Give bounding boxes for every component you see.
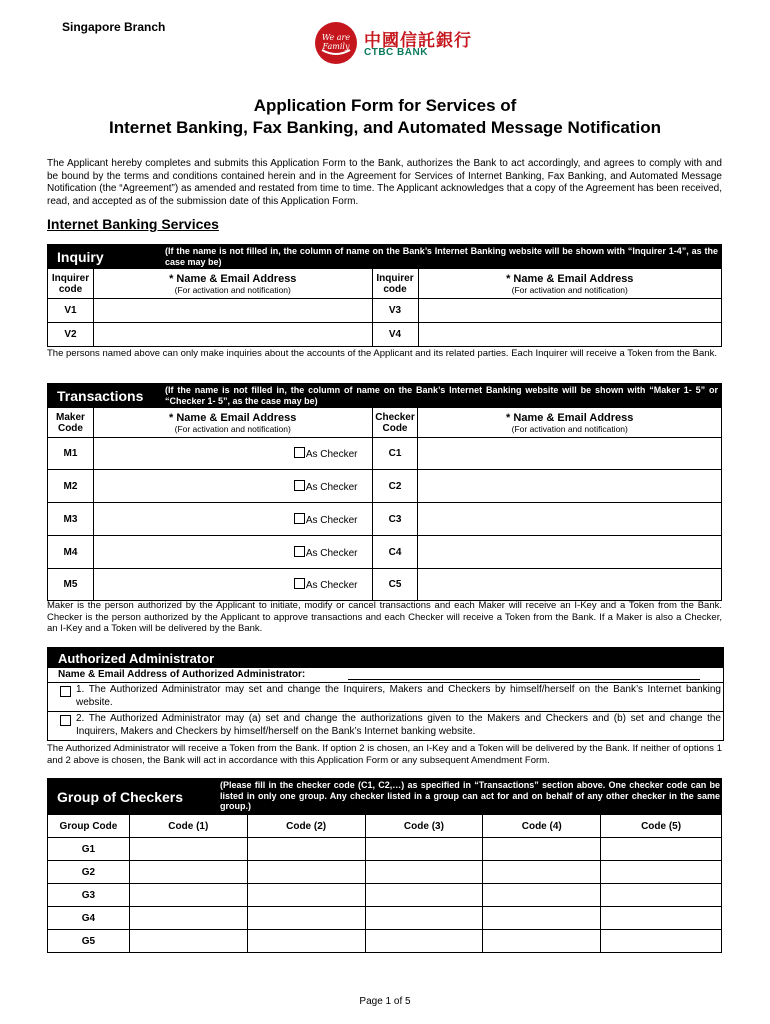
checker-code-field[interactable] — [483, 838, 601, 861]
table-row — [48, 470, 722, 503]
checker-name-field[interactable] — [418, 569, 722, 601]
svg-text:Family: Family — [322, 42, 350, 51]
inquirer-name-field[interactable] — [418, 299, 722, 323]
name-email-sublabel: (For activation and notification) — [174, 423, 291, 434]
table-row — [48, 569, 722, 601]
checker-code-field[interactable] — [247, 838, 365, 861]
transactions-title: Transactions — [57, 388, 144, 404]
svg-text:We are: We are — [321, 33, 351, 42]
group-code: G1 — [48, 838, 130, 861]
maker-code: M1 — [48, 438, 94, 470]
maker-name-field[interactable] — [93, 503, 372, 536]
name-email-label: * Name & Email Address — [506, 411, 634, 424]
checker-code-field[interactable] — [365, 884, 483, 907]
admin-name-label: Name & Email Address of Authorized Administrator: — [58, 669, 306, 680]
as-checker-label: As Checker — [305, 449, 358, 460]
page-number: Page 1 of 5 — [359, 996, 411, 1007]
checker-code-field[interactable] — [601, 861, 722, 884]
table-row — [48, 884, 722, 907]
admin-option1-text: 1. The Authorized Administrator may set and change the Inquirers, Makers and Checkers by himself/herself on the Bank’s Internet banking website. — [76, 684, 721, 708]
checkers-header-bar — [47, 778, 722, 814]
inquirer-name-field[interactable] — [93, 299, 372, 323]
table-row — [48, 438, 722, 470]
checker-code-field[interactable] — [483, 861, 601, 884]
column-header: Code (2) — [247, 815, 365, 838]
admin-option2-text: 2. The Authorized Administrator may (a) set and change the authorizations given to the Makers and Checkers and (b) set and change the Inquirers, Makers and Checkers by himself/herself on the Bank’s Internet banking website. — [76, 713, 721, 737]
inquirer-code-header-right: Inquirer code — [372, 269, 418, 299]
group-code: G3 — [48, 884, 130, 907]
inquirer-name-field[interactable] — [418, 323, 722, 347]
name-email-label: * Name & Email Address — [169, 411, 297, 424]
maker-name-field[interactable] — [93, 569, 372, 601]
bank-logo — [312, 20, 472, 66]
checker-code: C5 — [372, 569, 418, 601]
table-row — [48, 503, 722, 536]
as-checker-label: As Checker — [305, 547, 358, 559]
as-checker-checkbox[interactable] — [294, 513, 305, 524]
as-checker-checkbox[interactable] — [294, 546, 305, 557]
inquirer-code-header-left: Inquirer code — [48, 269, 94, 299]
transactions-table — [47, 407, 722, 601]
checker-code-field[interactable] — [247, 907, 365, 930]
as-checker-checkbox[interactable] — [294, 447, 305, 458]
as-checker-checkbox[interactable] — [294, 578, 305, 589]
intro-paragraph: The Applicant hereby completes and submits this Application Form to the Bank, authorizes the Bank to act accordingly, and agrees to comply with and be bound by the terms and conditions contained herein and in the Agreement for Services of Internet Banking, Fax Banking, and Automated Message Notification (the “Agreement”) as amended and restated from time to time. The Applicant acknowledges that a copy of the Agreement has been received, read, and accepted as of the submission date of this Application Form. — [47, 158, 722, 207]
transactions-header-bar — [47, 383, 722, 407]
checkers-note: (Please fill in the checker code (C1, C2,…) as specified in “Transactions” section above. One checker code can be listed in only one group. Any checker listed in a group can act for and on behalf of any other checker in the same group.) — [220, 780, 720, 811]
maker-code-header: Maker Code — [48, 408, 94, 438]
as-checker-label: As Checker — [305, 481, 358, 493]
column-header: Code (1) — [129, 815, 247, 838]
checker-code-field[interactable] — [483, 907, 601, 930]
table-row — [48, 838, 722, 861]
name-email-header-left — [93, 408, 372, 438]
maker-name-field[interactable] — [93, 536, 372, 569]
checker-code-field[interactable] — [365, 861, 483, 884]
table-row — [48, 861, 722, 884]
name-email-sublabel: (For activation and notification) — [174, 284, 291, 295]
inquirer-code: V3 — [372, 299, 418, 323]
maker-name-field[interactable] — [93, 438, 372, 470]
checker-code-header: Checker Code — [372, 408, 418, 438]
maker-code: M2 — [48, 470, 94, 503]
transactions-footnote: Maker is the person authorized by the Applicant to initiate, modify or cancel transactions and each Maker will receive an I-Key and a Token from the Bank. Checker is the person authorized by the Applicant to approve transactions and each Checker will receive a Token from the Bank. If a Maker is also a Checker, an I-Key and a Token will be delivered by the Bank. — [47, 600, 722, 634]
admin-footnote: The Authorized Administrator will receive a Token from the Bank. If option 2 is chosen, an I-Key and a Token will be delivered by the Bank. If neither of options 1 and 2 above is chosen, the Bank will act in accordance with this Application Form or any subsequent Amendment Form. — [47, 743, 722, 766]
name-email-header-left — [93, 269, 372, 299]
checker-code-field[interactable] — [365, 930, 483, 953]
checker-code-field[interactable] — [129, 907, 247, 930]
checker-code-field[interactable] — [129, 838, 247, 861]
column-header: Code (3) — [365, 815, 483, 838]
as-checker-label: As Checker — [305, 580, 358, 591]
checker-code-field[interactable] — [483, 884, 601, 907]
checker-code-field[interactable] — [483, 930, 601, 953]
checker-code-field[interactable] — [601, 907, 722, 930]
maker-code: M3 — [48, 503, 94, 536]
admin-header-bar — [48, 648, 723, 668]
divider — [48, 682, 723, 683]
column-header: Code (4) — [483, 815, 601, 838]
group-code: G5 — [48, 930, 130, 953]
table-row — [48, 907, 722, 930]
name-email-label: * Name & Email Address — [506, 272, 634, 285]
group-code: G4 — [48, 907, 130, 930]
name-email-header-right — [418, 269, 722, 299]
column-header: Group Code — [48, 815, 130, 838]
table-row — [48, 536, 722, 569]
table-row — [48, 323, 722, 347]
checker-name-field[interactable] — [418, 536, 722, 569]
inquiry-title: Inquiry — [57, 249, 104, 265]
name-email-sublabel: (For activation and notification) — [511, 284, 628, 295]
divider — [48, 711, 723, 712]
checker-code-field[interactable] — [129, 930, 247, 953]
inquiry-note: (If the name is not filled in, the column of name on the Bank’s Internet Banking website will be shown with “Inquirer 1-4”, as the case may be) — [165, 246, 718, 267]
checker-code: C2 — [372, 470, 418, 503]
inquiry-footnote: The persons named above can only make inquiries about the accounts of the Applicant and its related parties. Each Inquirer will receive a Token from the Bank. — [47, 348, 717, 359]
we-are-family-emblem-icon — [312, 20, 360, 66]
checker-code-field[interactable] — [365, 907, 483, 930]
admin-option1-checkbox[interactable] — [60, 686, 71, 697]
checkers-title: Group of Checkers — [57, 789, 184, 805]
checker-code-field[interactable] — [247, 861, 365, 884]
section-title-internet-banking: Internet Banking Services — [47, 216, 219, 232]
inquirer-code: V2 — [48, 323, 94, 347]
checker-code-field[interactable] — [365, 838, 483, 861]
table-row — [48, 930, 722, 953]
inquirer-code: V1 — [48, 299, 94, 323]
checker-code-field[interactable] — [601, 884, 722, 907]
checkers-table — [47, 814, 722, 953]
checker-code-field[interactable] — [247, 884, 365, 907]
inquirer-code: V4 — [372, 323, 418, 347]
checker-name-field[interactable] — [418, 470, 722, 503]
checker-code: C3 — [372, 503, 418, 536]
name-email-header-right — [418, 408, 722, 438]
page-title-line1: Application Form for Services of — [253, 96, 517, 115]
checker-name-field[interactable] — [418, 438, 722, 470]
table-row — [48, 299, 722, 323]
name-email-label: * Name & Email Address — [169, 272, 297, 285]
admin-name-input[interactable] — [348, 679, 700, 680]
checker-name-field[interactable] — [418, 503, 722, 536]
admin-option2-checkbox[interactable] — [60, 715, 71, 726]
column-header: Code (5) — [601, 815, 722, 838]
as-checker-label: As Checker — [305, 514, 358, 526]
as-checker-checkbox[interactable] — [294, 480, 305, 491]
group-code: G2 — [48, 861, 130, 884]
bank-name-chinese: 中國信託銀行 — [364, 31, 472, 50]
inquiry-header-bar — [47, 244, 722, 268]
maker-code: M5 — [48, 569, 94, 601]
maker-code: M4 — [48, 536, 94, 569]
checker-code-field[interactable] — [247, 930, 365, 953]
checker-code-field[interactable] — [129, 884, 247, 907]
inquiry-table — [47, 268, 722, 347]
checker-code-field[interactable] — [601, 838, 722, 861]
checker-code-field[interactable] — [129, 861, 247, 884]
admin-title: Authorized Administrator — [58, 651, 215, 666]
branch-label: Singapore Branch — [62, 20, 166, 34]
transactions-note: (If the name is not filled in, the column of name on the Bank’s Internet Banking website will be shown with “Maker 1- 5” or “Checker 1- 5”, as the case may be) — [165, 385, 718, 406]
name-email-sublabel: (For activation and notification) — [511, 423, 628, 434]
admin-box — [47, 647, 724, 741]
page-title-line2: Internet Banking, Fax Banking, and Automated Message Notification — [109, 118, 661, 137]
checker-code: C4 — [372, 536, 418, 569]
checker-code-field[interactable] — [601, 930, 722, 953]
maker-name-field[interactable] — [93, 470, 372, 503]
checker-code: C1 — [372, 438, 418, 470]
inquirer-name-field[interactable] — [93, 323, 372, 347]
bank-name-english: CTBC BANK — [364, 47, 428, 58]
